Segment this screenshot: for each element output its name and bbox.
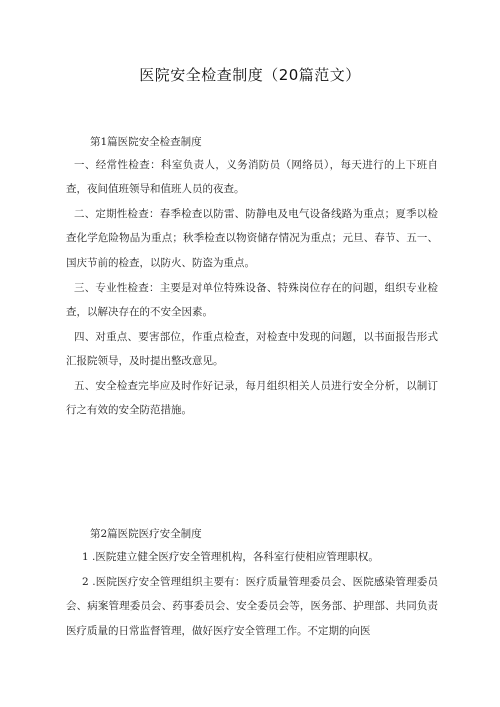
paragraph: 1 .医院建立健全医疗安全管理机构，各科室行使相应管理职权。 bbox=[82, 551, 379, 563]
paragraph: 一、经常性检查：科室负责人，义务消防员（网络员），每天进行的上下班自查，夜间值班领导和值班人员的夜查。 bbox=[66, 159, 438, 196]
section-heading-1: 第1篇医院安全检查制度 bbox=[90, 136, 202, 148]
paragraph: 四、对重点、要害部位，作重点检查，对检查中发现的问题，以书面报告形式汇报院领导，及时提出整改意见。 bbox=[66, 331, 438, 368]
paragraph: 五、安全检查完毕应及时作好记录，每月组织相关人员进行安全分析，以制订行之有效的安全防范措施。 bbox=[66, 380, 438, 417]
paragraph: 二、定期性检查：春季检查以防雷、防静电及电气设备线路为重点；夏季以检查化学危险物品为重点；秋季检查以物资储存情况为重点；元旦、春节、五一、国庆节前的检查，以防火、防盗为重点。 bbox=[66, 208, 438, 269]
paragraph: 三、专业性检查：主要是对单位特殊设备、特殊岗位存在的问题，组织专业检查，以解决存在的不安全因素。 bbox=[66, 282, 438, 319]
document-title: 医院安全检查制度（20篇范文） bbox=[139, 66, 361, 84]
section-heading-2: 第2篇医院医疗安全制度 bbox=[90, 528, 202, 540]
paragraph: 2 .医院医疗安全管理组织主要有：医疗质量管理委员会、医院感染管理委员会、病案管理委员会、药事委员会、安全委员会等，医务部、护理部、共同负责医疗质量的日常监督管理，做好医疗安全管理工作。不定期的向医 bbox=[66, 576, 438, 637]
